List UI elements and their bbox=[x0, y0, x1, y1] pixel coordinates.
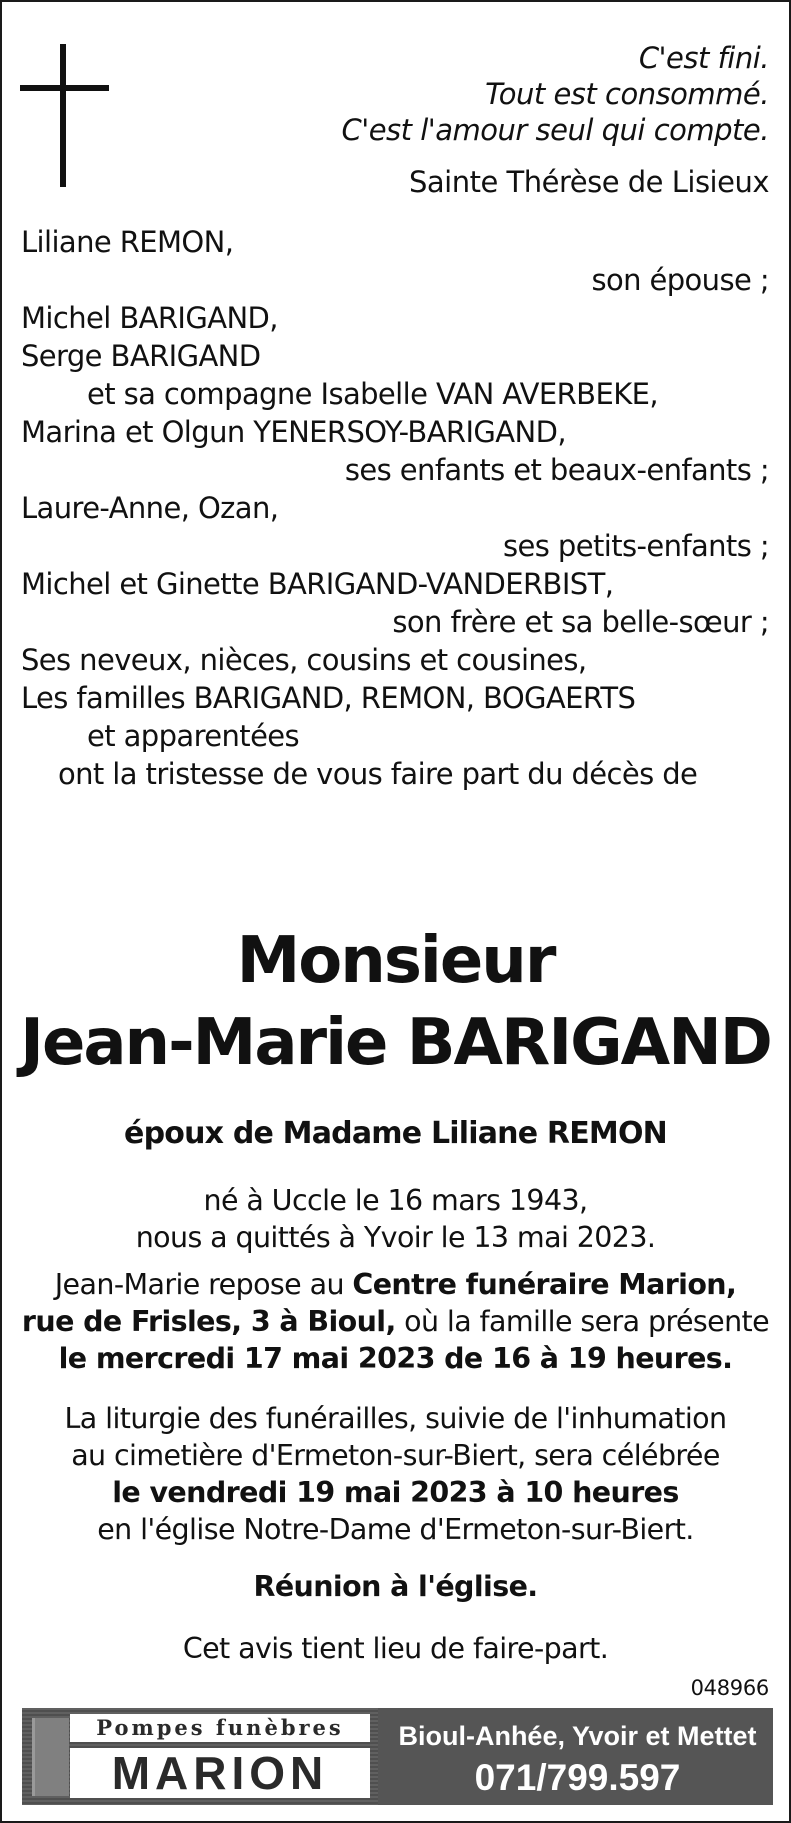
funeral-home-phone: 071/799.597 bbox=[474, 1757, 681, 1798]
family-line: Ses neveux, nièces, cousins et cousines, bbox=[21, 643, 587, 677]
notice-note: Cet avis tient lieu de faire-part. bbox=[182, 1632, 609, 1665]
family-line: et sa compagne Isabelle VAN AVERBEKE, bbox=[87, 377, 658, 411]
deceased-spouse: époux de Madame Liliane REMON bbox=[124, 1116, 667, 1151]
cross-icon bbox=[60, 44, 66, 187]
visitation-info bbox=[2, 1266, 789, 1377]
family-line: Laure-Anne, Ozan, bbox=[21, 491, 279, 525]
reference-number: 048966 bbox=[690, 1676, 769, 1700]
family-line: Liliane REMON, bbox=[21, 225, 234, 259]
visitation-line bbox=[2, 1303, 789, 1340]
quote-line: C'est l'amour seul qui compte. bbox=[341, 113, 769, 147]
family-line: Marina et Olgun YENERSOY-BARIGAND, bbox=[21, 415, 566, 449]
quote-line: C'est fini. bbox=[638, 41, 769, 75]
deceased-name: Jean-Marie BARIGAND bbox=[20, 1006, 771, 1080]
funeral-home-locations: Bioul-Anhée, Yvoir et Mettet bbox=[398, 1721, 757, 1751]
funeral-home-banner bbox=[22, 1708, 773, 1805]
funeral-datetime-text: le vendredi 19 mai 2023 à 10 heures bbox=[112, 1476, 679, 1509]
family-line: Michel et Ginette BARIGAND-VANDERBIST, bbox=[21, 567, 614, 601]
birth-line: né à Uccle le 16 mars 1943, bbox=[203, 1184, 588, 1217]
quote-author: Sainte Thérèse de Lisieux bbox=[408, 165, 769, 199]
visitation-line bbox=[2, 1266, 789, 1303]
family-relation: ses enfants et beaux-enfants ; bbox=[344, 453, 769, 487]
life-dates bbox=[2, 1182, 789, 1256]
funeral-place: en l'église Notre-Dame d'Ermeton-sur-Biert. bbox=[97, 1513, 694, 1546]
family-relation: son épouse ; bbox=[591, 263, 769, 297]
family-line: Michel BARIGAND, bbox=[21, 301, 278, 335]
family-line: Serge BARIGAND bbox=[21, 339, 261, 373]
visitation-intro: Jean-Marie repose au bbox=[54, 1268, 353, 1301]
quote bbox=[341, 40, 769, 148]
logo-mark-icon bbox=[32, 1718, 69, 1796]
announcement-line: ont la tristesse de vous faire part du décès de bbox=[58, 757, 698, 791]
logo-name: MARION bbox=[70, 1748, 370, 1798]
visitation-family-note: où la famille sera présente bbox=[395, 1305, 770, 1338]
visitation-place: Centre funéraire Marion, bbox=[352, 1268, 737, 1301]
visitation-line bbox=[2, 1340, 789, 1377]
logo-subtitle: Pompes funèbres bbox=[70, 1714, 370, 1742]
death-line: nous a quittés à Yvoir le 13 mai 2023. bbox=[135, 1221, 656, 1254]
meeting-note: Réunion à l'église. bbox=[253, 1570, 538, 1603]
funeral-line: La liturgie des funérailles, suivie de l'inhumation bbox=[64, 1402, 727, 1435]
visitation-datetime: le mercredi 17 mai 2023 de 16 à 19 heures. bbox=[58, 1342, 733, 1375]
family-list bbox=[21, 224, 769, 794]
cross-icon-bar bbox=[20, 85, 109, 91]
family-relation: son frère et sa belle-sœur ; bbox=[392, 605, 769, 639]
family-line: et apparentées bbox=[87, 719, 300, 753]
visitation-address: rue de Frisles, 3 à Bioul, bbox=[21, 1305, 396, 1338]
funeral-line: au cimetière d'Ermeton-sur-Biert, sera célébrée bbox=[71, 1439, 720, 1472]
funeral-info bbox=[2, 1400, 789, 1548]
family-relation: ses petits-enfants ; bbox=[503, 529, 769, 563]
family-line: Les familles BARIGAND, REMON, BOGAERTS bbox=[21, 681, 636, 715]
funeral-datetime bbox=[2, 1474, 789, 1511]
deceased-title: Monsieur bbox=[236, 924, 555, 998]
quote-line: Tout est consommé. bbox=[485, 77, 769, 111]
deceased-heading bbox=[2, 920, 789, 1084]
